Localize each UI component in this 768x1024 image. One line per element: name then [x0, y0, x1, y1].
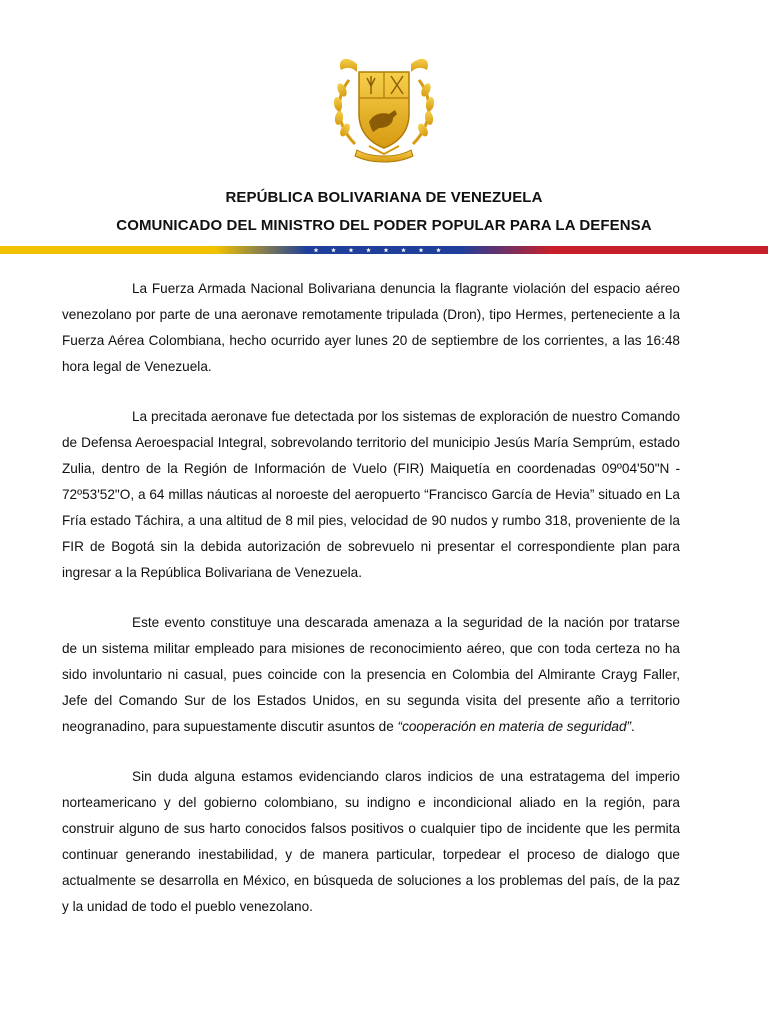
paragraph-2: La precitada aeronave fue detectada por los sistemas de exploración de nuestro Comando de Defensa Aeroespacial Integral, sobrevolando territorio del municipio Jesús María Semprúm, estado Zulia, dentro de la Región de Información de Vuelo (FIR) Maiquetía en coordenadas 09º04'50"N - 72º53'52"O, a 64 millas náuticas al noroeste del aeropuerto “Francisco García de Hevia” situado en La Fría estado Táchira, a una altitud de 8 mil pies, velocidad de 90 nudos y rumbo 318, proveniente de la FIR de Bogotá sin la debida autorización de sobrevuelo ni presentar el correspondiente plan para ingresar a la República Bolivariana de Venezuela.	[62, 409, 680, 580]
venezuela-coat-of-arms-icon	[327, 50, 441, 166]
paragraph-3-end: .	[631, 719, 635, 734]
flag-color-band	[0, 246, 768, 258]
document-header	[0, 184, 768, 240]
paragraph-3-quote: “cooperación en materia de seguridad”	[397, 719, 632, 734]
paragraph-4: Sin duda alguna estamos evidenciando claros indicios de una estratagema del imperio norteamericano y del gobierno colombiano, su indigno e incondicional aliado en la región, para construir alguno de sus harto conocidos falsos positivos o cualquier tipo de incidente que les permita continuar generando inestabilidad, y de manera particular, torpedear el proceso de dialogo que actualmente se desarrolla en México, en búsqueda de soluciones a los problemas del país, de la paz y la unidad de todo el pueblo venezolano.	[62, 769, 680, 914]
title-republic: REPÚBLICA BOLIVARIANA DE VENEZUELA	[225, 189, 543, 206]
title-communique: COMUNICADO DEL MINISTRO DEL PODER POPULAR PARA LA DEFENSA	[116, 217, 652, 234]
communique-body	[62, 276, 680, 944]
paragraph-3	[62, 610, 680, 740]
paragraph-1: La Fuerza Armada Nacional Bolivariana denuncia la flagrante violación del espacio aéreo venezolano por parte de una aeronave remotamente tripulada (Dron), tipo Hermes, perteneciente a la Fuerza Aérea Colombiana, hecho ocurrido ayer lunes 20 de septiembre de los corrientes, a las 16:48 hora legal de Venezuela.	[62, 281, 680, 374]
paragraph-3-text: Este evento constituye una descarada amenaza a la seguridad de la nación por tratarse de un sistema militar empleado para misiones de reconocimiento aéreo, que con toda certeza no ha sido involuntario ni casual, pues coincide con la presencia en Colombia del Almirante Crayg Faller, Jefe del Comando Sur de los Estados Unidos, en su segunda visita del presente año a territorio neogranadino, para supuestamente discutir asuntos de	[62, 615, 680, 734]
